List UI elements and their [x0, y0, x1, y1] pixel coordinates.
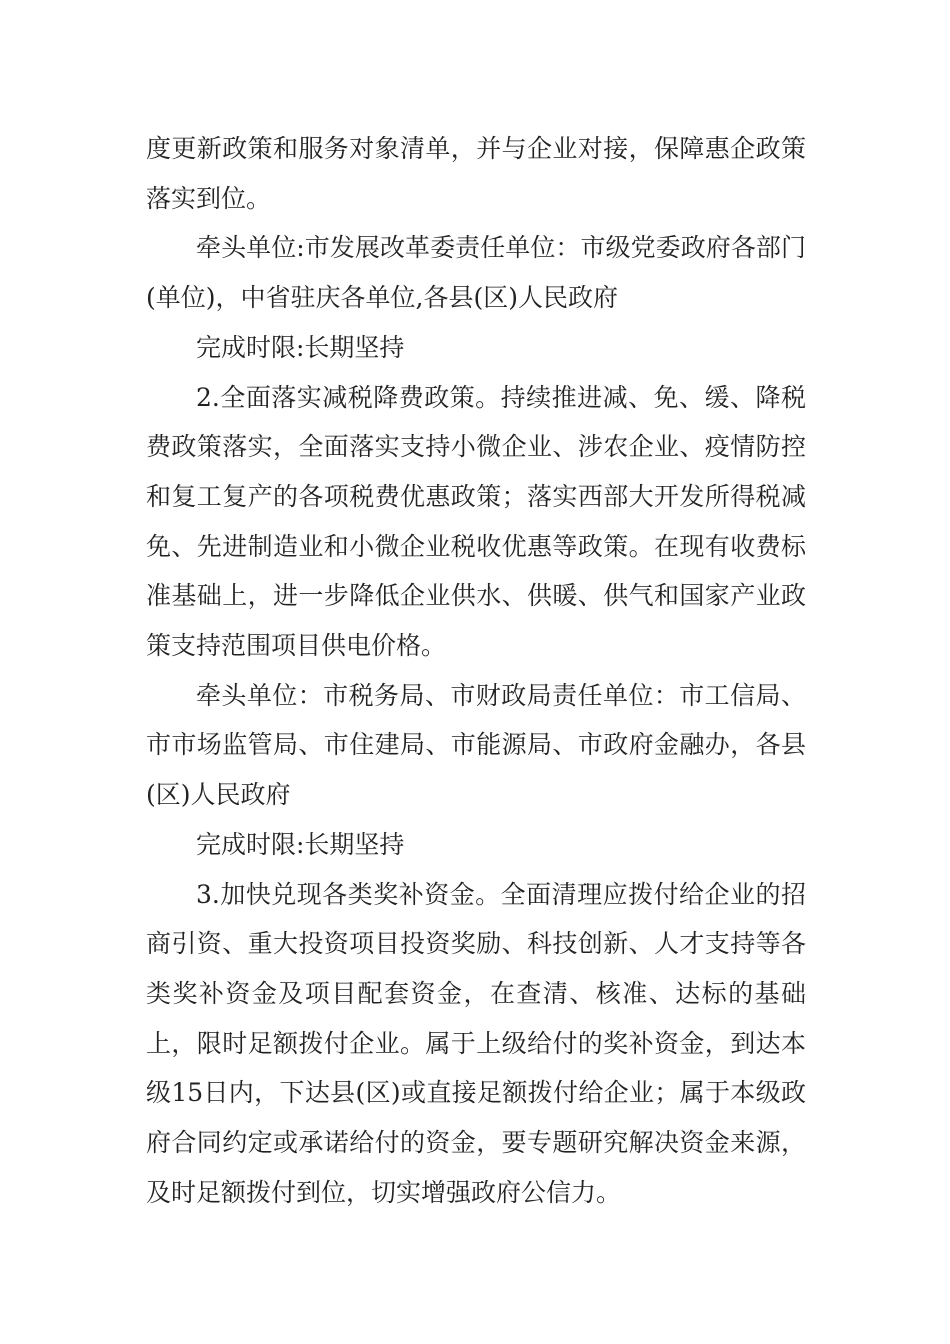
deadline-2: 完成时限:长期坚持 — [196, 829, 405, 859]
document-page — [146, 124, 806, 1217]
lead-unit-2: 牵头单位：市税务局、市财政局责任单位：市工信局、市市场监管局、市住建局、市能源局、市政府金融办，各县(区)人民政府 — [146, 680, 806, 810]
lead-unit-1: 牵头单位:市发展改革委责任单位：市级党委政府各部门(单位)，中省驻庆各单位,各县(区)人民政府 — [146, 233, 806, 313]
paragraph-item-2: 2.全面落实减税降费政策。持续推进减、免、缓、降税费政策落实，全面落实支持小微企业、涉农企业、疫情防控和复工复产的各项税费优惠政策；落实西部大开发所得税减免、先进制造业和小微企业税收优惠等政策。在现有收费标准基础上，进一步降低企业供水、供暖、供气和国家产业政策支持范围项目供电价格。 — [146, 382, 806, 661]
paragraph-item-3: 3.加快兑现各类奖补资金。全面清理应拨付给企业的招商引资、重大投资项目投资奖励、科技创新、人才支持等各类奖补资金及项目配套资金，在查清、核准、达标的基础上，限时足额拨付企业。属于上级给付的奖补资金，到达本级15日内，下达县(区)或直接足额拨付给企业；属于本级政府合同约定或承诺给付的资金，要专题研究解决资金来源，及时足额拨付到位，切实增强政府公信力。 — [146, 879, 806, 1207]
deadline-1: 完成时限:长期坚持 — [196, 332, 405, 362]
paragraph-continuation: 度更新政策和服务对象清单，并与企业对接，保障惠企政策落实到位。 — [146, 134, 806, 213]
